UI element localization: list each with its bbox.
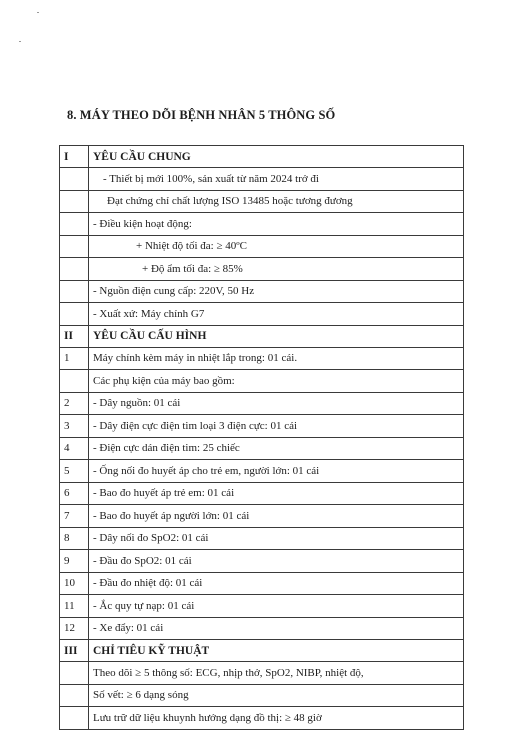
number-cell	[60, 235, 89, 258]
table-row	[60, 662, 464, 685]
section-number: II	[60, 325, 89, 347]
requirement-cell: Máy chính kèm máy in nhiệt lắp trong: 01 cái.	[89, 347, 464, 370]
section-number: III	[60, 640, 89, 662]
table-row	[60, 168, 464, 191]
requirement-cell: - Điện cực dán điện tim: 25 chiếc	[89, 437, 464, 460]
table-row	[60, 392, 464, 415]
requirement-cell: - Đầu đo nhiệt độ: 01 cái	[89, 572, 464, 595]
scan-speck	[19, 41, 21, 42]
table-row	[60, 280, 464, 303]
requirement-cell: + Độ ẩm tối đa: ≥ 85%	[89, 258, 464, 281]
requirement-cell: Số vết: ≥ 6 dạng sóng	[89, 684, 464, 707]
number-cell: 10	[60, 572, 89, 595]
requirement-cell: - Xuất xứ: Máy chính G7	[89, 303, 464, 326]
number-cell: 9	[60, 550, 89, 573]
requirement-cell: Đạt chứng chỉ chất lượng ISO 13485 hoặc tương đương	[89, 190, 464, 213]
requirement-cell: - Dây nguồn: 01 cái	[89, 392, 464, 415]
table-row	[60, 235, 464, 258]
section-title: CHỈ TIÊU KỸ THUẬT	[89, 640, 464, 662]
requirement-cell: - Dây điện cực điện tim loại 3 điện cực: 01 cái	[89, 415, 464, 438]
section-row-general	[60, 146, 464, 168]
number-cell: 2	[60, 392, 89, 415]
requirement-cell: - Bao đo huyết áp người lớn: 01 cái	[89, 505, 464, 528]
requirement-cell: Lưu trữ dữ liệu khuynh hướng dạng đồ thị: ≥ 48 giờ	[89, 707, 464, 730]
requirement-cell: - Nguồn điện cung cấp: 220V, 50 Hz	[89, 280, 464, 303]
table-row	[60, 572, 464, 595]
table-row	[60, 482, 464, 505]
requirement-cell: - Ắc quy tự nạp: 01 cái	[89, 595, 464, 618]
requirement-cell: - Đầu đo SpO2: 01 cái	[89, 550, 464, 573]
scan-speck	[37, 12, 39, 13]
number-cell	[60, 280, 89, 303]
spec-table	[59, 145, 464, 730]
number-cell: 11	[60, 595, 89, 618]
table-row	[60, 550, 464, 573]
number-cell	[60, 303, 89, 326]
number-cell	[60, 707, 89, 730]
requirement-cell: + Nhiệt độ tối đa: ≥ 40ºC	[89, 235, 464, 258]
table-row	[60, 303, 464, 326]
number-cell	[60, 213, 89, 236]
table-row	[60, 617, 464, 640]
requirement-cell: Theo dõi ≥ 5 thông số: ECG, nhịp thở, SpO2, NIBP, nhiệt độ,	[89, 662, 464, 685]
table-row	[60, 460, 464, 483]
table-row	[60, 437, 464, 460]
number-cell: 6	[60, 482, 89, 505]
number-cell: 12	[60, 617, 89, 640]
requirement-cell: Các phụ kiện của máy bao gồm:	[89, 370, 464, 393]
number-cell	[60, 258, 89, 281]
number-cell	[60, 662, 89, 685]
section-heading: 8. MÁY THEO DÕI BỆNH NHÂN 5 THÔNG SỐ	[67, 108, 336, 122]
number-cell: 7	[60, 505, 89, 528]
table-row	[60, 213, 464, 236]
table-row	[60, 347, 464, 370]
number-cell: 4	[60, 437, 89, 460]
number-cell	[60, 370, 89, 393]
table-row	[60, 258, 464, 281]
number-cell	[60, 168, 89, 191]
requirement-cell: - Dây nối đo SpO2: 01 cái	[89, 527, 464, 550]
requirement-cell: - Bao đo huyết áp trẻ em: 01 cái	[89, 482, 464, 505]
table-row	[60, 190, 464, 213]
requirement-cell: - Ống nối đo huyết áp cho trẻ em, người lớn: 01 cái	[89, 460, 464, 483]
table-row	[60, 595, 464, 618]
number-cell: 1	[60, 347, 89, 370]
table-row	[60, 415, 464, 438]
section-number: I	[60, 146, 89, 168]
section-title: YÊU CẦU CẤU HÌNH	[89, 325, 464, 347]
table-row	[60, 370, 464, 393]
table-row	[60, 527, 464, 550]
number-cell: 5	[60, 460, 89, 483]
number-cell: 3	[60, 415, 89, 438]
table-row	[60, 684, 464, 707]
requirement-cell: - Xe đẩy: 01 cái	[89, 617, 464, 640]
table-row	[60, 707, 464, 730]
requirement-cell: - Thiết bị mới 100%, sản xuất từ năm 2024 trở đi	[89, 168, 464, 191]
section-row-technical	[60, 640, 464, 662]
section-row-config	[60, 325, 464, 347]
requirement-cell: - Điều kiện hoạt động:	[89, 213, 464, 236]
section-title: YÊU CẦU CHUNG	[89, 146, 464, 168]
number-cell: 8	[60, 527, 89, 550]
number-cell	[60, 190, 89, 213]
number-cell	[60, 684, 89, 707]
table-row	[60, 505, 464, 528]
